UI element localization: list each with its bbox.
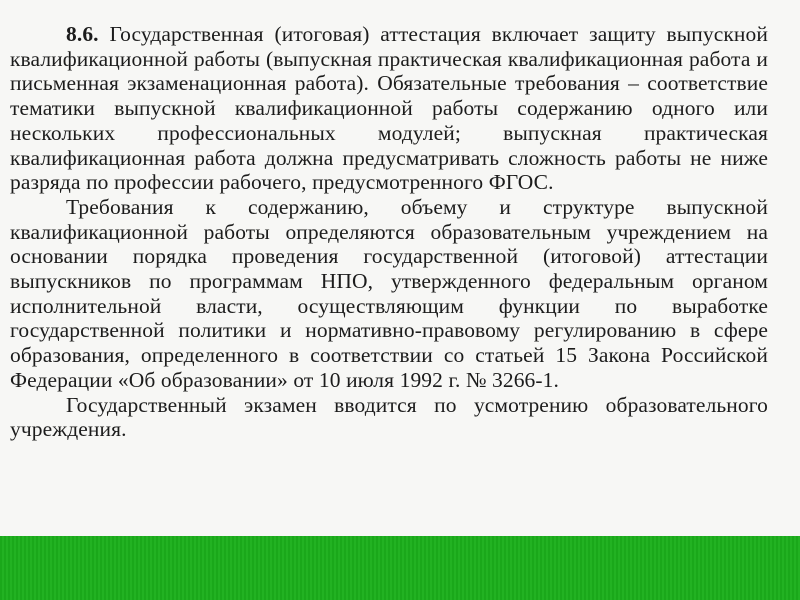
section-number: 8.6. [66,22,99,46]
paragraph-1 [10,22,768,195]
paragraph-3: Государственный экзамен вводится по усмотрению образовательного учреждения. [10,392,768,442]
paragraph-2: Требования к содержанию, объему и структуре выпускной квалификационной работы определяются образовательным учреждением на основании порядка проведения государственной (итоговой) аттестации выпускников по программам НПО, утвержденного федеральным органом исполнительной власти, осуществляющим функции по выработке государственной политики и нормативно-правовому регулированию в сфере образования, определенного в соответствии со статьей 15 Закона Российской Федерации «Об образовании» от 10 июля 1992 г. № 3266-1. [10,194,768,392]
paragraph-1-text: Государственная (итоговая) аттестация включает защиту выпускной квалификационной работы (выпускная практическая квалификационная работа и письменная экзаменационная работа). Обязательные требования – соответствие тематики выпускной квалификационной работы содержанию одного или нескольких профессиональных модулей; выпускная практическая квалификационная работа должна предусматривать сложность работы не ниже разряда по профессии рабочего, предусмотренного ФГОС. [10,22,768,195]
footer-bar [0,536,800,600]
document-text [10,22,768,442]
